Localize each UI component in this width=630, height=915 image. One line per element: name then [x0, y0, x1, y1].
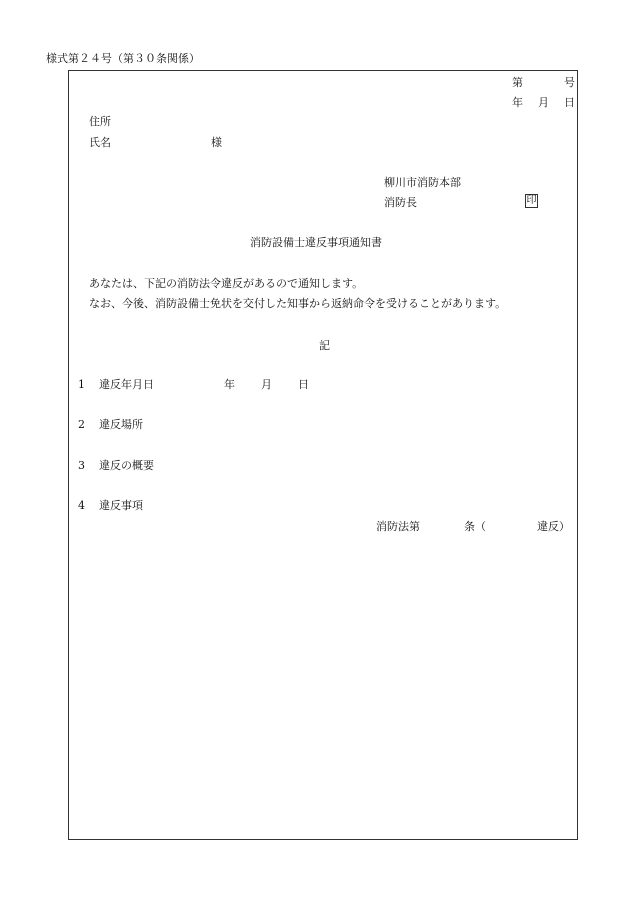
- seal-mark: 印: [526, 195, 537, 206]
- date-day-label: 日: [564, 96, 575, 109]
- issuer-title: 消防長: [384, 196, 417, 209]
- item-2-label: 違反場所: [99, 418, 143, 431]
- item-4-label: 違反事項: [99, 499, 143, 512]
- doc-number-go: 号: [564, 76, 575, 89]
- address-label: 住所: [89, 115, 111, 128]
- body-line-2: なお、今後、消防設備士免状を交付した知事から返納命令を受けることがあります。: [89, 297, 507, 310]
- item-1-year: 年: [224, 378, 235, 391]
- clause-suffix: 違反）: [537, 520, 570, 533]
- clause-law: 消防法第: [376, 520, 420, 533]
- issuer-organization: 柳川市消防本部: [384, 176, 461, 189]
- item-1-month: 月: [261, 378, 272, 391]
- item-1-label: 違反年月日: [99, 378, 154, 391]
- date-month-label: 月: [538, 96, 549, 109]
- item-3-number: 3: [78, 459, 85, 472]
- document-frame: [68, 70, 578, 840]
- item-4-number: 4: [78, 499, 85, 512]
- date-year-label: 年: [512, 96, 523, 109]
- body-line-1: あなたは、下記の消防法令違反があるので通知します。: [89, 277, 364, 290]
- item-2-number: 2: [78, 418, 85, 431]
- clause-article: 条（: [464, 520, 486, 533]
- name-label: 氏名: [89, 136, 111, 149]
- doc-number-dai: 第: [512, 76, 523, 89]
- item-1-number: 1: [78, 378, 85, 391]
- item-1-day: 日: [298, 378, 309, 391]
- item-3-label: 違反の概要: [99, 459, 154, 472]
- form-number: 様式第２４号（第３０条関係）: [46, 52, 200, 65]
- ki-heading: 記: [319, 339, 330, 352]
- honorific-label: 様: [211, 136, 222, 149]
- document-title: 消防設備士違反事項通知書: [250, 236, 382, 249]
